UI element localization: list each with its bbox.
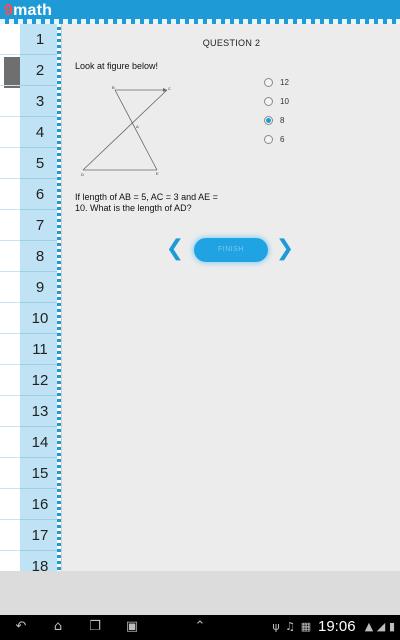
- music-icon: ♫: [285, 620, 295, 633]
- radio-button[interactable]: [264, 78, 273, 87]
- ruled-line: [0, 271, 20, 272]
- question-number-item[interactable]: 13: [20, 396, 60, 427]
- question-number-item[interactable]: 4: [20, 117, 60, 148]
- ruled-line: [0, 426, 20, 427]
- image-icon: ▦: [300, 620, 312, 633]
- system-bar: [0, 615, 400, 640]
- finish-button[interactable]: FINISH: [194, 238, 268, 262]
- ruled-line: [0, 457, 20, 458]
- radio-button-selected[interactable]: [264, 116, 273, 125]
- ruled-line: [0, 333, 20, 334]
- ruled-line: [0, 395, 20, 396]
- question-number-item[interactable]: 10: [20, 303, 60, 334]
- question-number-item[interactable]: 16: [20, 489, 60, 520]
- margin-strip: [0, 24, 20, 571]
- signal-icon: ◢: [376, 620, 386, 633]
- answer-option[interactable]: [264, 135, 344, 149]
- ruled-line: [0, 54, 20, 55]
- up-arrow-icon[interactable]: ⌃: [194, 619, 206, 634]
- ruled-line: [0, 116, 20, 117]
- geometry-figure: [77, 84, 177, 179]
- question-title: QUESTION 2: [202, 38, 261, 48]
- answer-option[interactable]: [264, 78, 344, 92]
- radio-button[interactable]: [264, 97, 273, 106]
- usb-icon: ψ: [272, 620, 280, 633]
- ruled-line: [0, 85, 20, 86]
- question-number-item[interactable]: 3: [20, 86, 60, 117]
- back-icon[interactable]: ↶: [15, 619, 27, 634]
- clock: 19:06: [318, 618, 356, 635]
- ruled-line: [0, 302, 20, 303]
- question-number-item[interactable]: 9: [20, 272, 60, 303]
- recent-apps-icon[interactable]: ❐: [89, 619, 101, 634]
- radio-button[interactable]: [264, 135, 273, 144]
- bottom-spacer: [0, 571, 400, 615]
- chevron-left-icon[interactable]: ❮: [165, 236, 185, 261]
- question-panel: [61, 24, 400, 571]
- question-number-item[interactable]: 11: [20, 334, 60, 365]
- wifi-icon: ▲: [364, 620, 374, 633]
- label-d: D: [81, 172, 84, 177]
- question-number-sidebar: [20, 24, 60, 571]
- question-number-item[interactable]: 2: [20, 55, 60, 86]
- question-number-item[interactable]: 17: [20, 520, 60, 551]
- label-e: E: [156, 171, 159, 176]
- answer-option[interactable]: [264, 97, 344, 111]
- label-a: A: [136, 124, 139, 129]
- question-number-item[interactable]: 15: [20, 458, 60, 489]
- ruled-line: [0, 178, 20, 179]
- ruled-line: [0, 488, 20, 489]
- answer-option-label: 10: [280, 97, 289, 106]
- question-number-item[interactable]: 12: [20, 365, 60, 396]
- answer-option-label: 8: [280, 116, 285, 125]
- label-b: B: [112, 85, 115, 90]
- segment-cd: [83, 90, 167, 170]
- battery-icon: ▮: [388, 620, 396, 633]
- question-number-item[interactable]: 8: [20, 241, 60, 272]
- answer-option[interactable]: [264, 116, 344, 130]
- ruled-line: [0, 364, 20, 365]
- ruled-line: [0, 147, 20, 148]
- ruled-line: [0, 240, 20, 241]
- question-number-item[interactable]: 5: [20, 148, 60, 179]
- question-prompt: Look at figure below!: [75, 61, 159, 71]
- segment-be: [115, 90, 157, 170]
- question-number-item[interactable]: 18: [20, 551, 60, 571]
- label-c: C: [168, 86, 171, 91]
- question-number-item[interactable]: 7: [20, 210, 60, 241]
- action-bar: [0, 0, 400, 24]
- answer-option-label: 6: [280, 135, 285, 144]
- app-logo: 9math: [4, 2, 53, 19]
- screenshot-icon[interactable]: ▣: [125, 619, 139, 634]
- ruled-line: [0, 550, 20, 551]
- question-text: If length of AB = 5, AC = 3 and AE = 10. What is the length of AD?: [75, 192, 218, 213]
- chevron-right-icon[interactable]: ❯: [275, 236, 295, 261]
- ruled-line: [0, 519, 20, 520]
- current-question-marker: [4, 57, 20, 88]
- question-number-item[interactable]: 6: [20, 179, 60, 210]
- question-number-item[interactable]: 1: [20, 24, 60, 55]
- question-number-item[interactable]: 14: [20, 427, 60, 458]
- home-icon[interactable]: ⌂: [53, 619, 63, 634]
- ruled-line: [0, 209, 20, 210]
- answer-option-label: 12: [280, 78, 289, 87]
